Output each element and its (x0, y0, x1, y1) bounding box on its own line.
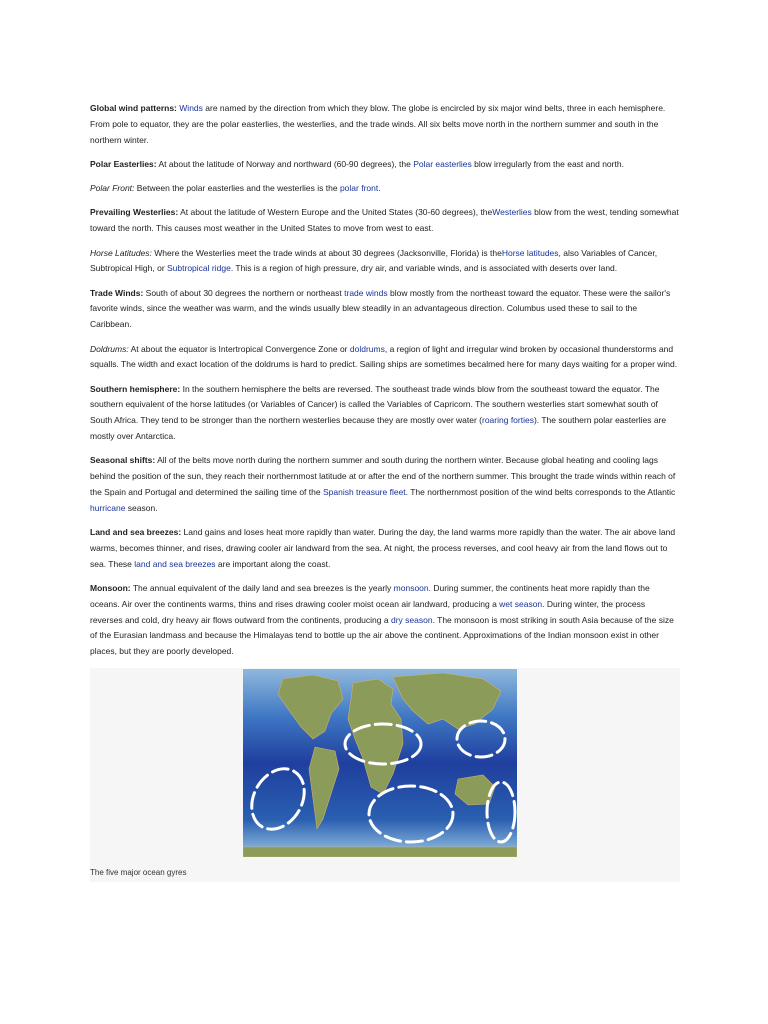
wiki-link[interactable]: doldrums (349, 343, 385, 354)
body-text: . During summer, the continents heat more rapidly than the oceans. Air over the continents warms, thins and rises drawing cooler moist ocean air landward, producing a (90, 582, 650, 609)
paragraph (90, 342, 680, 374)
section-heading: Monsoon: (90, 582, 131, 593)
paragraph (90, 453, 680, 516)
body-text: are named by the direction from which they blow. The globe is encircled by six major wind belts, three in each hemisphere. From pole to equator, they are the polar easterlies, the westerlies, and the trade winds. All six belts move north in the northern summer and south in the northern winter. (90, 103, 666, 145)
body-text: Between the polar easterlies and the westerlies is the (134, 183, 340, 194)
body-text: At about the latitude of Western Europe and the United States (30-60 degrees), the (178, 207, 493, 218)
section-heading: Land and sea breezes: (90, 527, 182, 538)
body-text: At about the equator is Intertropical Convergence Zone or (128, 343, 350, 354)
section-heading: Southern hemisphere: (90, 383, 181, 394)
wiki-link[interactable]: Subtropical ridge (167, 263, 231, 274)
article-body (90, 101, 680, 882)
body-text: blow mostly from the northeast toward the equator. These were the sailor's favorite winds, since the weather was warm, and the winds usually blew steadily in an advantageous direction. Columbus used these to sail to the Caribbean. (90, 287, 671, 330)
ocean-gyres-figure (90, 668, 680, 882)
section-heading-italic: Doldrums: (90, 343, 129, 354)
body-text: The annual equivalent of the daily land and sea breezes is the yearly (130, 582, 394, 593)
paragraph (90, 382, 680, 445)
body-text: . This is a region of high pressure, dry air, and variable winds, and is associated with deserts over land. (230, 263, 618, 274)
section-heading: Polar Easterlies: (90, 158, 157, 169)
body-text: At about the latitude of Norway and northward (60-90 degrees), the (156, 158, 414, 169)
body-text: ). The southern polar easterlies are mostly over Antarctica. (90, 415, 667, 442)
wiki-link[interactable]: land and sea breezes (134, 558, 216, 569)
wiki-link[interactable]: hurricane (90, 502, 126, 513)
section-heading: Trade Winds: (90, 287, 144, 298)
wiki-link[interactable]: dry season (390, 614, 433, 625)
wiki-link[interactable]: Westerlies (492, 207, 532, 218)
wiki-link[interactable]: polar front (339, 183, 379, 194)
antarctica-land (243, 847, 517, 857)
figure-caption: The five major ocean gyres (90, 868, 187, 878)
body-text: , a region of light and irregular wind broken by occasional thunderstorms and squalls. The width and exact location of the doldrums is hard to predict. Sailing ships are sometimes becalmed here for many days waiting for a proper wind. (90, 343, 678, 370)
wiki-link[interactable]: Winds (179, 103, 203, 113)
body-text: . The monsoon is most striking in south Asia because of the size of the Eurasian landmass and because the Himalayas tend to bottle up the air above the continent. Approximations of the Indian monsoon exist in other places, but they are poorly developed. (90, 614, 674, 657)
section-heading: Seasonal shifts: (90, 455, 156, 466)
body-text: . The northernmost position of the wind belts corresponds to the Atlantic (405, 486, 676, 497)
paragraph-list (90, 101, 680, 660)
ocean-gyres-map-image (243, 669, 517, 857)
wiki-link[interactable]: wet season (499, 598, 543, 609)
body-text: South of about 30 degrees the northern or northeast (143, 287, 345, 298)
body-text: , also Variables of Cancer, Subtropical High, or (90, 247, 658, 274)
body-text: . (378, 183, 381, 194)
wiki-link[interactable]: roaring forties (482, 415, 534, 426)
body-text: blow irregularly from the east and north. (471, 158, 624, 169)
section-heading: Global wind patterns: (90, 103, 177, 113)
paragraph (90, 286, 680, 333)
paragraph (90, 181, 680, 197)
paragraph (90, 157, 680, 173)
body-text: In the southern hemisphere the belts are reversed. The southeast trade winds blow from the southeast toward the equator. The southern equivalent of the horse latitudes (or Variables of Cancer) is called the Variables of Capricorn. The southern westerlies start somewhat south of South Africa. They tend to be stronger than the northern westerlies because they are mostly over water ( (90, 383, 660, 426)
wiki-link[interactable]: Horse latitudes (501, 247, 559, 258)
wiki-link[interactable]: trade winds (344, 287, 388, 298)
body-text: . During winter, the process reverses and cold, dry heavy air flows outward from the continents, producing a (90, 598, 646, 625)
body-text: are important along the coast. (215, 558, 331, 569)
wiki-link[interactable]: monsoon (393, 582, 429, 593)
paragraph (90, 581, 680, 660)
paragraph (90, 101, 680, 148)
paragraph (90, 205, 680, 237)
wiki-link[interactable]: Spanish treasure fleet (322, 486, 406, 497)
body-text: Where the Westerlies meet the trade winds at about 30 degrees (Jacksonville, Florida) is the (151, 247, 502, 258)
section-heading-italic: Horse Latitudes: (90, 247, 152, 258)
paragraph (90, 525, 680, 572)
wiki-link[interactable]: Polar easterlies (413, 158, 472, 169)
paragraph (90, 246, 680, 278)
section-heading-italic: Polar Front: (90, 183, 135, 194)
section-heading: Prevailing Westerlies: (90, 207, 179, 218)
body-text: blow from the west, tending somewhat toward the north. This causes most weather in the United States to move from west to east. (90, 207, 679, 234)
body-text: season. (125, 502, 158, 513)
body-text: Land gains and loses heat more rapidly than water. During the day, the land warms more rapidly than the water. The air above land warms, becomes thinner, and rises, drawing cooler air landward from the sea. At night, the process reverses, and cool heavy air from the land flows out to sea. These (90, 527, 676, 569)
body-text: All of the belts move north during the northern summer and south during the northern winter. Because global heating and cooling lags behind the position of the sun, they reach their northernmost latitude at or after the end of the northern summer. This brought the trade winds within reach of the Spain and Portugal and determined the sailing time of the (90, 455, 676, 497)
